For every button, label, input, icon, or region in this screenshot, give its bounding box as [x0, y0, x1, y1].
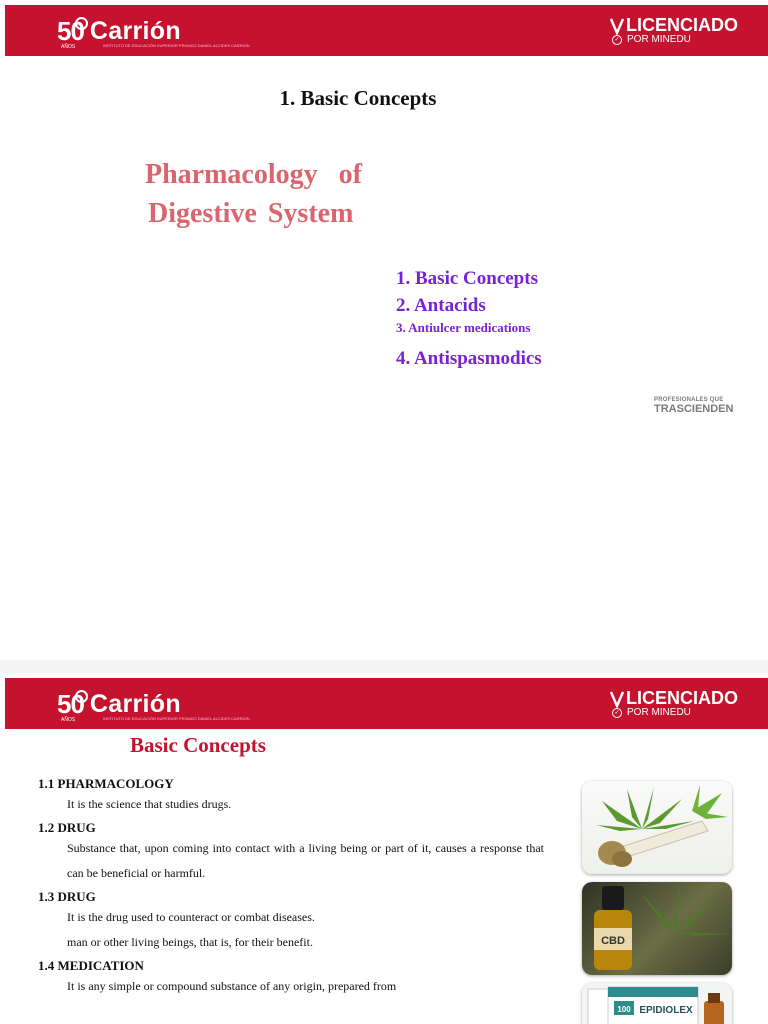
- brand-tagline: INSTITUTO DE EDUCACIÓN SUPERIOR PRIVADO DANIEL ALCIDES CARRIÓN: [103, 43, 250, 48]
- section-text: It is any simple or compound substance of any origin, prepared from: [67, 979, 397, 993]
- header-bar: [5, 5, 768, 56]
- section-text: It is the drug used to counteract or combat diseases.: [67, 910, 315, 924]
- por-minedu-text: POR MINEDU: [627, 34, 691, 45]
- v-check-icon: [610, 17, 624, 35]
- toc-item-antiulcer[interactable]: 3. Antiulcer medications: [396, 320, 531, 335]
- slogan-big: TRASCIENDEN: [654, 403, 734, 415]
- course-title: [145, 155, 362, 233]
- section-text: Substance that, upon coming into contact with a living being or part of it, causes a response that can be beneficial or harmful.: [67, 841, 544, 880]
- licenciado-text: LICENCIADO: [626, 15, 738, 35]
- por-minedu-text: POR MINEDU: [627, 707, 691, 718]
- cbd-bottle-image: [582, 882, 732, 975]
- section-text: man or other living beings, that is, for their benefit.: [67, 935, 313, 949]
- table-of-contents: [396, 265, 542, 372]
- brand-name: Carrión: [89, 16, 181, 45]
- carrion-logo: [57, 13, 250, 50]
- carrion-logo: [57, 686, 250, 723]
- header-bar: [5, 678, 768, 729]
- anos-label: AÑOS: [61, 44, 76, 50]
- slide-separator: [0, 660, 768, 673]
- section-text: It is the science that studies drugs.: [67, 797, 232, 811]
- fifty-years-mark: 50: [57, 689, 84, 720]
- section-heading: 1.3 DRUG: [38, 889, 96, 904]
- slide1-heading: 1. Basic Concepts: [279, 86, 437, 110]
- toc-item-antacids[interactable]: 2. Antacids: [396, 295, 486, 316]
- cannabis-joint-image: [582, 781, 732, 874]
- section-heading: 1.2 DRUG: [38, 820, 96, 835]
- check-circle-icon: ✓: [612, 35, 622, 45]
- fifty-years-mark: 50: [57, 16, 84, 47]
- epidiolex-box-image: [582, 983, 732, 1024]
- check-circle-icon: ✓: [612, 708, 622, 718]
- v-check-icon: [610, 690, 624, 708]
- slide-2: [0, 673, 768, 1024]
- cbd-label: CBD: [601, 935, 625, 947]
- section-heading: 1.4 MEDICATION: [38, 958, 144, 973]
- licenciado-text: LICENCIADO: [626, 688, 738, 708]
- course-title-line1: Pharmacology of: [145, 159, 362, 190]
- brand-name: Carrión: [89, 689, 181, 718]
- toc-item-antispasmodics[interactable]: 4. Antispasmodics: [396, 348, 542, 369]
- course-title-line2: Digestive System: [148, 198, 354, 229]
- brand-tagline: INSTITUTO DE EDUCACIÓN SUPERIOR PRIVADO DANIEL ALCIDES CARRIÓN: [103, 716, 250, 721]
- licenciado-badge: [610, 15, 738, 45]
- anos-label: AÑOS: [61, 717, 76, 723]
- box-number: 100: [617, 1005, 631, 1014]
- definitions: [38, 773, 544, 999]
- section-heading: 1.1 PHARMACOLOGY: [38, 776, 174, 791]
- licenciado-badge: [610, 688, 738, 718]
- epidiolex-label: EPIDIOLEX: [639, 1005, 693, 1016]
- slogan: [654, 397, 733, 415]
- slide2-title: Basic Concepts: [130, 733, 266, 757]
- toc-item-basic-concepts[interactable]: 1. Basic Concepts: [396, 268, 538, 289]
- slogan-small: PROFESIONALES QUE: [654, 397, 724, 403]
